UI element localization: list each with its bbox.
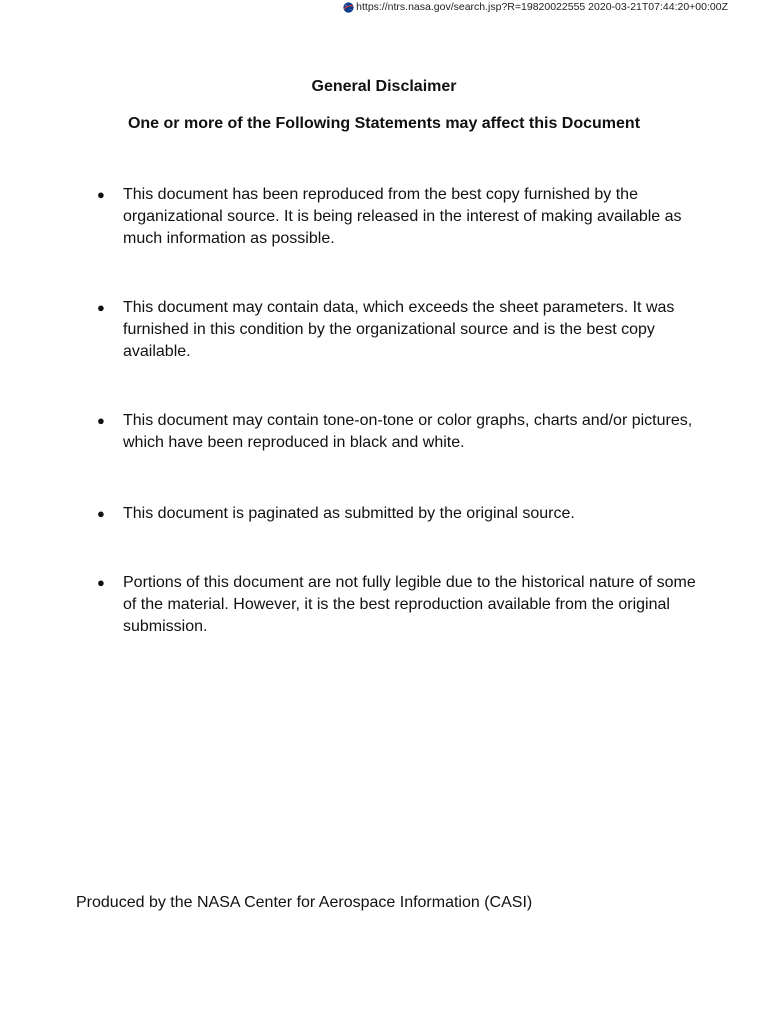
list-item — [97, 572, 697, 638]
list-item — [97, 503, 697, 525]
list-item — [97, 184, 697, 250]
bullet-icon: ● — [97, 413, 105, 428]
bullet-icon: ● — [97, 506, 105, 521]
list-item — [97, 297, 697, 363]
statement-text: This document is paginated as submitted by the original source. — [123, 505, 575, 522]
statement-text: This document may contain data, which exceeds the sheet parameters. It was furnished in this condition by the organizational source and is the best copy available. — [123, 299, 675, 360]
bullet-icon: ● — [97, 300, 105, 315]
nasa-meatball-icon — [343, 2, 354, 13]
source-url-timestamp[interactable]: https://ntrs.nasa.gov/search.jsp?R=19820022555 2020-03-21T07:44:20+00:00Z — [356, 1, 728, 13]
bullet-icon: ● — [97, 187, 105, 202]
list-item — [97, 410, 697, 454]
statement-text: Portions of this document are not fully legible due to the historical nature of some of the material. However, it is the best reproduction available from the original submission. — [123, 574, 696, 635]
bullet-icon: ● — [97, 575, 105, 590]
statement-text: This document may contain tone-on-tone or color graphs, charts and/or pictures, which have been reproduced in black and white. — [123, 412, 693, 451]
statement-text: This document has been reproduced from the best copy furnished by the organizational source. It is being released in the interest of making available as much information as possible. — [123, 186, 682, 247]
page-title: General Disclaimer — [311, 78, 457, 95]
page-subtitle: One or more of the Following Statements may affect this Document — [127, 115, 641, 132]
footer-credit: Produced by the NASA Center for Aerospace Information (CASI) — [76, 894, 533, 911]
source-stamp — [343, 1, 728, 13]
